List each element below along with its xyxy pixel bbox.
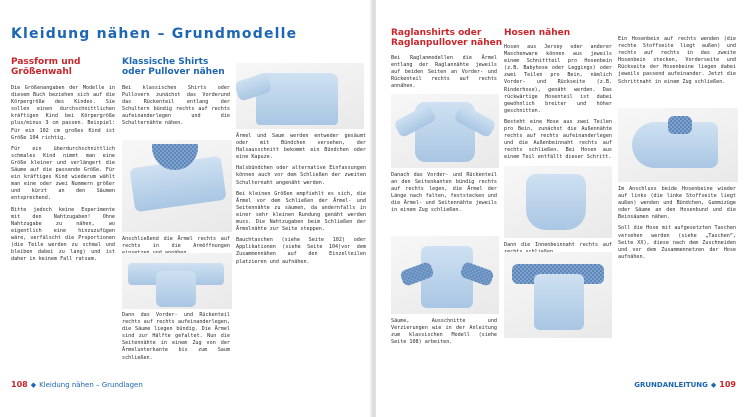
right-footer: GRUNDANLEITUNG ◆ 109 — [634, 380, 736, 389]
diamond-icon: ◆ — [30, 381, 37, 389]
photo-pants-step2 — [504, 252, 612, 338]
right-page — [376, 0, 750, 417]
diamond-icon: ◆ — [710, 381, 717, 389]
text-passform: Die Größenangaben der Modelle in diesem Buch beziehen sich auf die Körpergröße des Kindes. Sie sollen einen durchschnittlichen kräftigen Kind bei Körpergröße plus/minus 3 cm passen. Beispiel: Für ein 102 cm großes Kind ist Größe 104 richtig. Für ein überdurchschnittlich schmales Kind nimmt man eine Größe kleiner und verlängert die Säume auf die passende Größe. Für ein kräftiges Kind wiederum wählt man eine oder zwei Nummern größer und kürzt an den Säumen entsprechend. Bitte jedoch keine Experimente mit den Nahtzugaben! Ohne Nahtzugabe zu nähen, wo eigentlich eine hinzuzufügen wäre, verfälscht die Proportionen (die Teile werden zu schmal und bleiben dabei zu lang) und ist daher in keinem Fall ratsam. — [11, 85, 115, 263]
text-classic-notes: Ärmel und Saum werden entweder gesäumt oder mit Bündchen versehen, der Halsausschnitt bekommt ein Bündchen oder eine Kapuze. Halsbündchen oder alternative Einfassungen können auch vor dem Schließen der zweiten Schulternaht angenäht werden. Bei kleinen Größen empfiehlt es sich, die Ärmel vor dem Schließen der Ärmel- und Seitennähte zu säumen, da andernfalls in einer sehr kleinen Rundung genäht werden muss. Die Nahtzugaben beim Schließen der Ärmelnähte zur Seite steppen. Bauchtaschen (siehe Seite 102) oder Applikationen (siehe Seite 104)vor dem Zusammennähen auf den Einzelteilen platzieren und aufnähen. — [236, 133, 366, 265]
text-hosen-step2: Dann die Innenbeinnaht rechts auf — [504, 242, 612, 248]
text-classic-step3: Dann das Vorder- und Rückenteil rechts auf rechts aufeinanderlegen, die Säume liegen bündig. Die Ärmel sind zur Hälfte gefaltet. Nun die Seitennähte in einem Zug von der Ärmelunterkante bis zum Saum schließen. — [122, 312, 230, 361]
left-footer: 108 ◆ Kleidung nähen – Grundlagen — [11, 380, 143, 389]
text-classic-step2: Anschließend die Ärmel rechts auf rechts in die Armöffnungen — [122, 236, 230, 250]
text-classic-step1: Bei klassischen Shirts oder Pullovern zunächst das Vorderund das Rückenteil entlang der Schultern bündig rechts auf rechts aufeinanderlegen und die Schulternähte nähen. — [122, 85, 230, 127]
text-hosen-final: Im Anschluss beide Hosenbeine wieder auf links (die linke Stoffseite liegt außen) wenden und Bündchen, Gummizüge oder Säume an den Hosenbund und die Beinsäumen nähen. Soll die Hose mit aufgesetzten Taschen versehen werden (siehe „Taschen“, Seite XX), diese nach dem Zuschneiden und vor dem Zusammennetzen der Hose aufnähen. — [618, 186, 736, 260]
heading-raglan: Raglanshirts oder Raglanpullover nähen — [391, 28, 503, 48]
photo-shirt-sleeve — [236, 63, 364, 129]
photo-pants-step1 — [504, 166, 612, 238]
page-title: Kleidung nähen – Grundmodelle — [11, 26, 298, 42]
photo-raglan-step1 — [391, 94, 499, 168]
photo-raglan-step2 — [391, 236, 499, 314]
text-raglan-step1: Bei Raglanmodellen die Ärmel entlang der Raglannähte jeweils auf beiden Seiten an Vorder- und Rückenteil rechts auf rechts annähen. — [391, 55, 497, 90]
heading-classic-shirts: Klassische Shirts oder Pullover nähen — [122, 57, 225, 77]
left-page — [0, 0, 372, 417]
text-hosen-step3: Ein Hosenbein auf rechts wenden (die rechte Stoffseite liegt außen) und rechts auf rechts in das zweite Hosenbein stecken, Vorderseite und Rückseite der Hosenbeine liegen dabei jeweils passend aufeinander. Jetzt die Schrittnaht in einem Zug schließen. — [618, 36, 736, 85]
heading-passform: Passform und Größenwahl — [11, 57, 81, 77]
text-raglan-step3: Säume, Ausschnitte und Verzierungen wie in der Anleitung zum klassischen Modell (siehe Seite 108) arbeiten. — [391, 318, 497, 346]
heading-hosen: Hosen nähen — [504, 28, 571, 38]
text-raglan-step2: Danach das Vorder- und Rückenteil an den Seitenkanten bündig rechts auf rechts legen, die Ärmel der Länge nach falten, feststecken und die Ärmel- und Seitennähte jeweils in einem Zug schließen. — [391, 172, 497, 214]
text-hosen: Hosen aus Jersey oder anderer Maschenware können aus jeweils einem Schnittteil pro Hosenbein (z.B. Babyhose oder Leggings) oder zwei Teilen pro Bein, nämlich Vorder- und Rückseite (z.B. Rinderhose), genäht werden. Das rückwärtige Hosenteil ist dabei gewöhnlich breiter und höher geschnitten. Besteht eine Hose aus zwei Teilen pro Bein, zunächst die Außennähte rechts auf rechts aufeinanderlegen und die Außenbeinnaht rechts auf rechts schließen. Bei Hosen aus einem Teil entfällt dieser Schritt. — [504, 44, 612, 161]
photo-shirt-step2 — [122, 253, 232, 309]
photo-shirt-step1 — [122, 140, 232, 232]
photo-pants-step3 — [618, 108, 738, 182]
